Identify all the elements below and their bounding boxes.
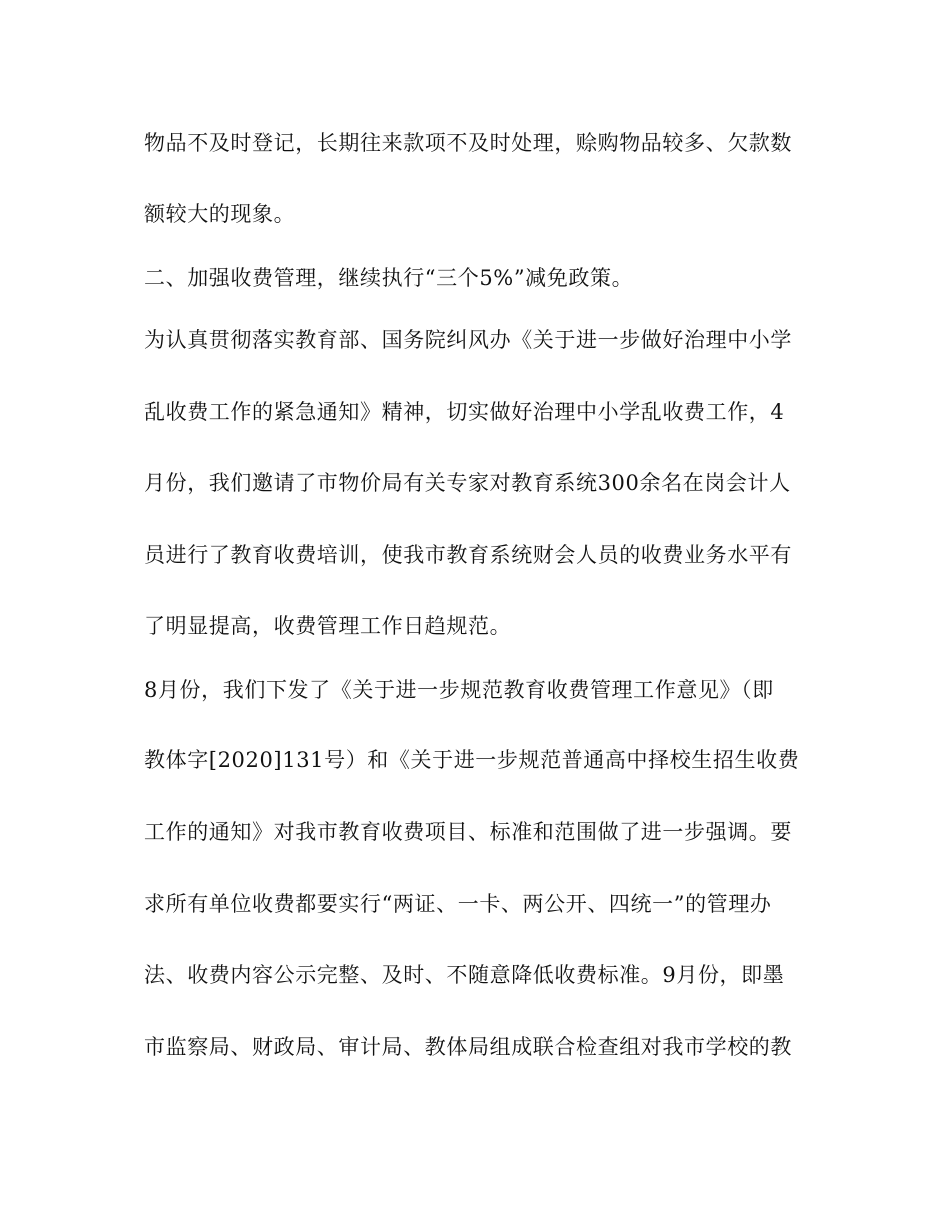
section-heading: 二、加强收费管理，继续执行“三个5%”减免政策。 bbox=[144, 266, 634, 290]
text-line-9: 8月份，我们下发了《关于进一步规范教育收费管理工作意见》（即 bbox=[144, 678, 774, 702]
text-line-14: 市监察局、财政局、审计局、教体局组成联合检查组对我市学校的教 bbox=[144, 1035, 792, 1059]
text-line-6: 月份，我们邀请了市物价局有关专家对教育系统300余名在岗会计人 bbox=[144, 471, 791, 495]
text-line-11: 工作的通知》对我市教育收费项目、标准和范围做了进一步强调。要 bbox=[144, 820, 792, 844]
text-line-10: 教体字[2020]131号）和《关于进一步规范普通高中择校生招生收费 bbox=[144, 748, 800, 772]
text-line-2: 额较大的现象。 bbox=[144, 202, 296, 226]
text-line-5: 乱收费工作的紧急通知》精神，切实做好治理中小学乱收费工作，4 bbox=[144, 400, 785, 424]
text-line-12: 求所有单位收费都要实行“两证、一卡、两公开、四统一”的管理办 bbox=[144, 892, 772, 916]
text-line-13: 法、收费内容公示完整、及时、不随意降低收费标准。9月份，即墨 bbox=[144, 963, 785, 987]
text-line-4: 为认真贯彻落实教育部、国务院纠风办《关于进一步做好治理中小学 bbox=[144, 328, 792, 352]
text-line-1: 物品不及时登记，长期往来款项不及时处理，赊购物品较多、欠款数 bbox=[144, 131, 792, 155]
text-line-8: 了明显提高，收费管理工作日趋规范。 bbox=[144, 614, 512, 638]
text-line-7: 员进行了教育收费培训，使我市教育系统财会人员的收费业务水平有 bbox=[144, 543, 792, 567]
